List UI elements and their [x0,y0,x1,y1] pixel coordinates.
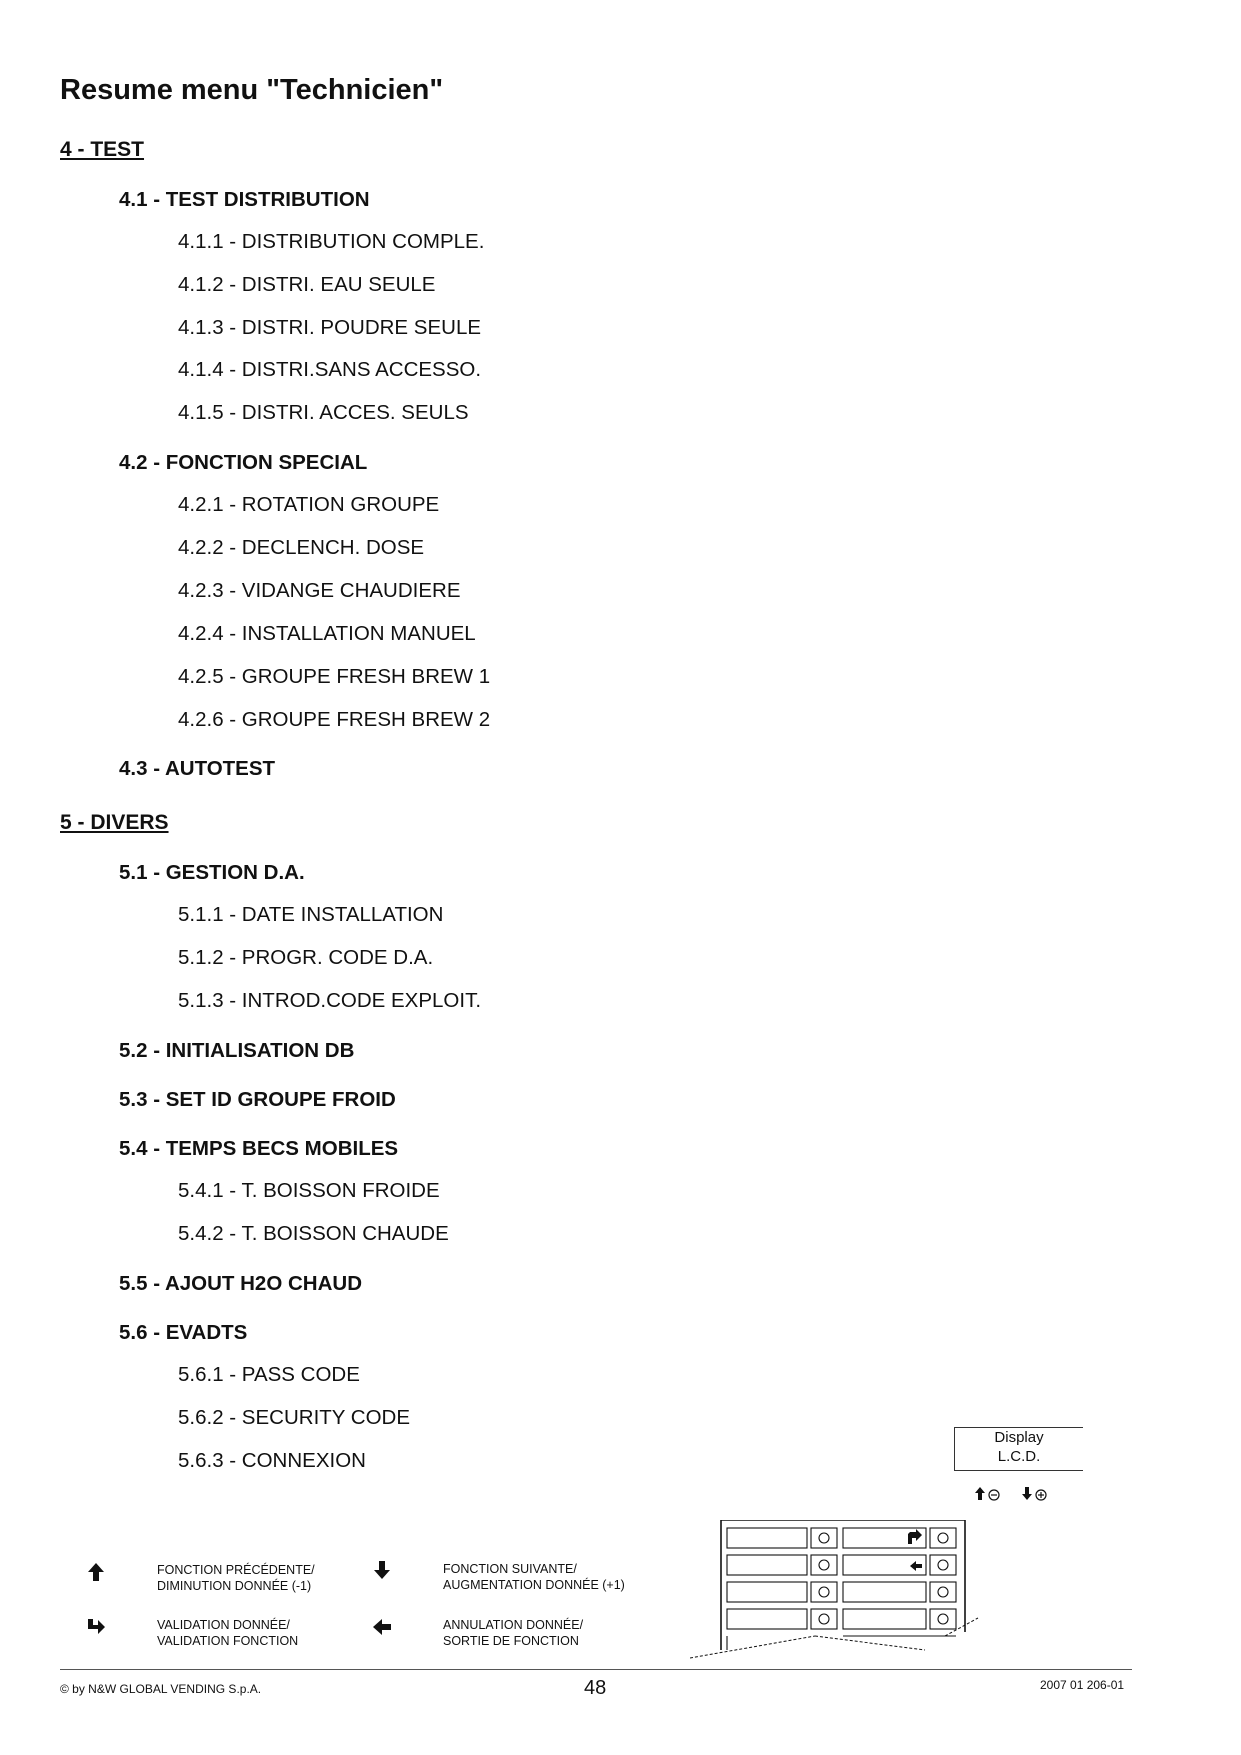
footer-divider [60,1669,1132,1670]
menu-item: 4.1.5 - DISTRI. ACCES. SEULS [178,401,469,424]
menu-item: 4.2.3 - VIDANGE CHAUDIERE [178,579,461,602]
menu-item: 4.2.4 - INSTALLATION MANUEL [178,622,476,645]
menu-item: 5.6.2 - SECURITY CODE [178,1406,411,1429]
menu-item: 4.2.1 - ROTATION GROUPE [178,493,440,516]
menu-item: 4.2.5 - GROUPE FRESH BREW 1 [178,665,491,688]
footer-copyright: © by N&W GLOBAL VENDING S.p.A. [60,1682,262,1696]
menu-item: 5.1.3 - INTROD.CODE EXPLOIT. [178,989,482,1012]
menu-item: 4.1.1 - DISTRIBUTION COMPLE. [178,230,485,253]
menu-item: 4.2.6 - GROUPE FRESH BREW 2 [178,708,491,731]
lcd-line-1: Display [994,1429,1044,1446]
menu-item: 5.6.3 - CONNEXION [178,1449,366,1472]
enter-arrow-icon [86,1617,106,1637]
keypad-diagram-icon [690,1520,980,1660]
subsection-heading: 4.1 - TEST DISTRIBUTION [119,188,370,211]
menu-item: 5.4.2 - T. BOISSON CHAUDE [178,1222,449,1245]
menu-item: 4.1.4 - DISTRI.SANS ACCESSO. [178,358,482,381]
menu-item: 5.1.1 - DATE INSTALLATION [178,903,444,926]
lcd-display-label [954,1427,1083,1471]
arrow-up-icon [86,1562,106,1582]
subsection-heading: 5.3 - SET ID GROUPE FROID [119,1088,396,1111]
arrow-down-icon [372,1560,392,1580]
legend-next-text: FONCTION SUIVANTE/ AUGMENTATION DONNÉE (+1) [443,1562,625,1592]
arrow-left-icon [372,1617,392,1637]
document-code: 2007 01 206-01 [1040,1678,1125,1692]
legend-enter-text: VALIDATION DONNÉE/ VALIDATION FONCTION [157,1618,299,1648]
subsection-heading: 5.4 - TEMPS BECS MOBILES [119,1137,399,1160]
menu-item: 5.4.1 - T. BOISSON FROIDE [178,1179,440,1202]
menu-item: 4.1.3 - DISTRI. POUDRE SEULE [178,316,482,339]
section-heading: 5 - DIVERS [60,811,169,834]
up-down-minus-plus-icon [974,1484,1064,1506]
section-heading: 4 - TEST [60,138,145,161]
legend-prev-text: FONCTION PRÉCÉDENTE/ DIMINUTION DONNÉE (-1) [157,1563,315,1593]
subsection-heading: 4.2 - FONCTION SPECIAL [119,451,368,474]
page-title: Resume menu "Technicien" [60,74,444,106]
page-number: 48 [584,1677,607,1699]
subsection-heading: 5.6 - EVADTS [119,1321,248,1344]
menu-item: 4.2.2 - DECLENCH. DOSE [178,536,425,559]
menu-item: 5.6.1 - PASS CODE [178,1363,360,1386]
menu-item: 4.1.2 - DISTRI. EAU SEULE [178,273,436,296]
legend-cancel-text: ANNULATION DONNÉE/ SORTIE DE FONCTION [443,1618,584,1648]
lcd-line-2: L.C.D. [997,1448,1041,1465]
menu-item: 5.1.2 - PROGR. CODE D.A. [178,946,434,969]
subsection-heading: 5.2 - INITIALISATION DB [119,1039,355,1062]
subsection-heading: 5.5 - AJOUT H2O CHAUD [119,1272,362,1295]
subsection-heading: 5.1 - GESTION D.A. [119,861,305,884]
subsection-heading: 4.3 - AUTOTEST [119,757,276,780]
